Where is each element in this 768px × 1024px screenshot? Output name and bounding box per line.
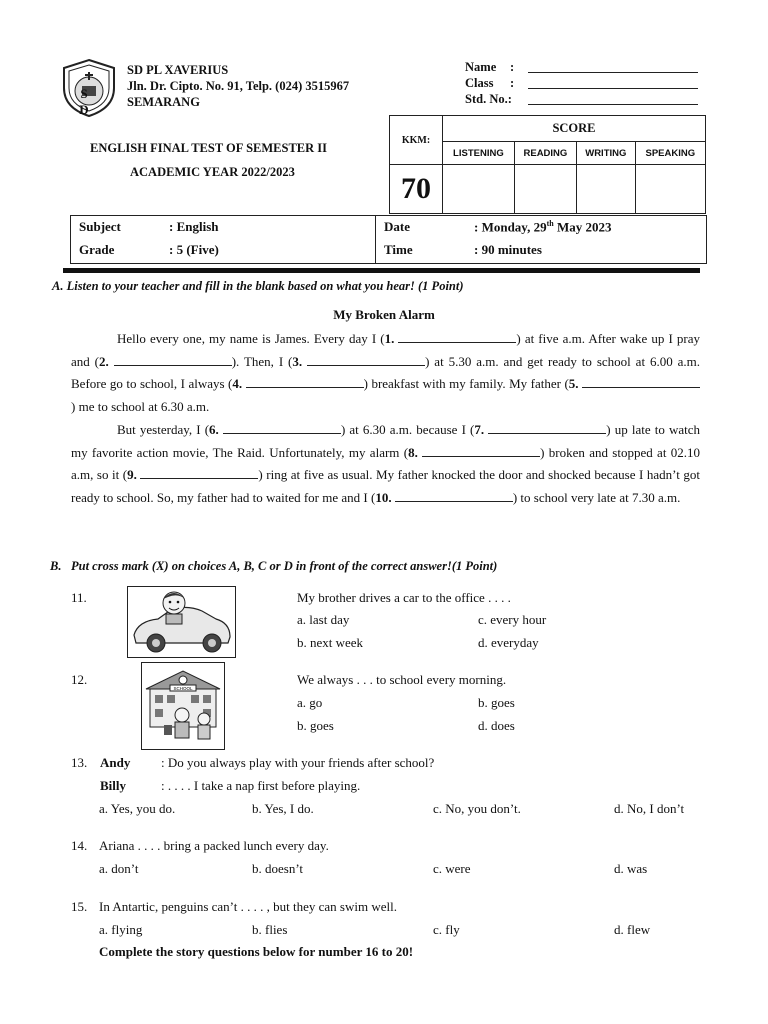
q12-option-a[interactable]: a. go — [297, 695, 323, 710]
answer-blank[interactable] — [582, 375, 700, 388]
school-children-image — [141, 662, 225, 750]
school-info — [127, 62, 349, 110]
blank-number: 5. — [568, 376, 579, 392]
q12-option-b-right[interactable]: b. goes — [478, 695, 515, 710]
info-table — [70, 215, 707, 264]
q14-option-a[interactable]: a. don’t — [99, 861, 139, 876]
q14-question: Ariana . . . . bring a packed lunch every day. — [99, 838, 329, 853]
grade-label: Grade — [79, 242, 115, 257]
q15-option-a[interactable]: a. flying — [99, 922, 143, 937]
student-number-field[interactable]: Std. No.: — [465, 91, 705, 107]
story-text: ) ring at five as usual. My father knocked the door and shocked because I hadn’t got ready to school. So, my father had to waited for me and I ( — [71, 467, 701, 505]
section-b-letter: B. — [50, 559, 62, 573]
story-text: ) at five a.m. After wake up I pray and ( — [71, 331, 700, 369]
score-cell-listening[interactable] — [443, 165, 515, 214]
score-cell-speaking[interactable] — [635, 165, 705, 214]
story-paragraph-2 — [71, 419, 700, 509]
q13-option-d[interactable]: d. No, I don’t — [614, 801, 685, 816]
answer-blank[interactable] — [422, 444, 540, 457]
story-paragraph-1 — [71, 328, 700, 418]
section-footer-instruction: Complete the story questions below for number 16 to 20! — [99, 944, 414, 959]
blank-number: 1. — [384, 331, 395, 346]
story-text: ) at 5.30 a.m. and get ready to school at 6.00 a.m. Before go to school, I always ( — [71, 353, 701, 392]
q11-number: 11. — [71, 590, 87, 605]
q15-number: 15. — [71, 899, 88, 914]
time-label: Time — [384, 242, 413, 257]
q13-speaker-billy: Billy — [100, 778, 127, 793]
q11-option-a[interactable]: a. last day — [297, 612, 350, 627]
q11-option-b[interactable]: b. next week — [297, 635, 364, 650]
q14-option-b[interactable]: b. doesn’t — [252, 861, 304, 876]
score-col-reading: READING — [514, 142, 576, 165]
school-name: SD PL XAVERIUS — [127, 63, 229, 77]
q12-option-d[interactable]: d. does — [478, 718, 515, 733]
answer-blank[interactable] — [246, 375, 364, 388]
score-col-speaking: SPEAKING — [635, 142, 705, 165]
school-address: Jln. Dr. Cipto. No. 91, Telp. (024) 3515967 — [127, 79, 350, 93]
blank-number: 2. — [99, 353, 109, 369]
q13-speaker-andy: Andy — [100, 755, 131, 770]
q14-option-d[interactable]: d. was — [614, 861, 648, 876]
q14-option-c[interactable]: c. were — [433, 861, 471, 876]
name-field[interactable]: Name : — [465, 59, 705, 75]
q13-number: 13. — [71, 755, 88, 770]
q13-option-c[interactable]: c. No, you don’t. — [433, 801, 521, 816]
story-text: ) to school very late at 7.30 a.m. — [512, 489, 681, 505]
story-text: ). Then, I ( — [231, 353, 293, 369]
blank-number: 3. — [292, 353, 303, 369]
time-value: : 90 minutes — [474, 242, 542, 257]
subject-value: : English — [169, 219, 219, 234]
score-table — [389, 115, 706, 214]
answer-blank[interactable] — [395, 489, 513, 502]
story-text: ) breakfast with my family. My father ( — [363, 376, 569, 392]
blank-number: 4. — [232, 376, 243, 392]
score-cell-writing[interactable] — [577, 165, 636, 214]
logo-letters: S D — [79, 86, 99, 117]
header-divider — [63, 268, 700, 273]
q15-option-c[interactable]: c. fly — [433, 922, 460, 937]
story-text: ) up late to watch my favorite action movie, The Raid. Unfortunately, my alarm ( — [71, 422, 701, 460]
section-b-instruction: Put cross mark (X) on choices A, B, C or D in front of the correct answer!(1 Point) — [71, 559, 498, 573]
q13-option-a[interactable]: a. Yes, you do. — [99, 801, 176, 816]
q12-option-b-left[interactable]: b. goes — [297, 718, 334, 733]
academic-year: ACADEMIC YEAR 2022/2023 — [130, 165, 295, 179]
q11-question: My brother drives a car to the office . . . . — [297, 590, 511, 605]
story-text: ) at 6.30 a.m. because I ( — [340, 422, 475, 437]
school-sign-text: SCHOOL — [173, 686, 193, 691]
kkm-value: 70 — [390, 165, 443, 214]
blank-number: 10. — [375, 489, 392, 505]
score-cell-reading[interactable] — [514, 165, 576, 214]
class-field[interactable]: Class : — [465, 75, 705, 91]
school-city: SEMARANG — [127, 95, 200, 109]
story-text: ) me to school at 6.30 a.m. — [71, 398, 210, 414]
q15-option-d[interactable]: d. flew — [614, 922, 651, 937]
q12-question: We always . . . to school every morning. — [297, 672, 507, 687]
q15-question: In Antartic, penguins can’t . . . . , but they can swim well. — [99, 899, 397, 914]
answer-blank[interactable] — [114, 353, 232, 366]
blank-number: 6. — [209, 422, 219, 437]
score-header: SCORE — [443, 116, 706, 142]
q13-line-andy: : Do you always play with your friends after school? — [161, 755, 435, 770]
story-text: ) broken and stopped at 02.10 a.m, so it ( — [71, 444, 701, 483]
q13-line-billy: : . . . . I take a nap first before playing. — [161, 778, 361, 793]
answer-blank[interactable] — [398, 330, 516, 343]
answer-blank[interactable] — [223, 421, 341, 434]
subject-label: Subject — [79, 219, 121, 234]
school-logo — [60, 58, 118, 118]
q14-number: 14. — [71, 838, 88, 853]
date-value: : Monday, 29th May 2023 — [474, 219, 612, 235]
kkm-label: KKM: — [390, 116, 443, 165]
section-a-instruction: A. Listen to your teacher and fill in the blank based on what you hear! (1 Point) — [52, 279, 464, 293]
q11-option-d[interactable]: d. everyday — [478, 635, 539, 650]
test-title: ENGLISH FINAL TEST OF SEMESTER II — [90, 141, 328, 155]
q12-number: 12. — [71, 672, 88, 687]
story-text: But yesterday, I ( — [117, 422, 210, 437]
score-col-listening: LISTENING — [443, 142, 515, 165]
answer-blank[interactable] — [140, 466, 258, 479]
car-driver-image — [127, 586, 236, 658]
score-col-writing: WRITING — [577, 142, 636, 165]
q15-option-b[interactable]: b. flies — [252, 922, 288, 937]
blank-number: 8. — [408, 444, 418, 460]
q13-option-b[interactable]: b. Yes, I do. — [252, 801, 314, 816]
story-title: My Broken Alarm — [333, 307, 435, 322]
answer-blank[interactable] — [488, 421, 606, 434]
date-label: Date — [384, 219, 410, 234]
answer-blank[interactable] — [307, 353, 425, 366]
student-fields — [465, 59, 705, 107]
story-text: Hello every one, my name is James. Every day I ( — [117, 331, 385, 346]
blank-number: 7. — [474, 422, 485, 437]
grade-value: : 5 (Five) — [169, 242, 219, 257]
q11-option-c[interactable]: c. every hour — [478, 612, 547, 627]
blank-number: 9. — [127, 467, 137, 483]
